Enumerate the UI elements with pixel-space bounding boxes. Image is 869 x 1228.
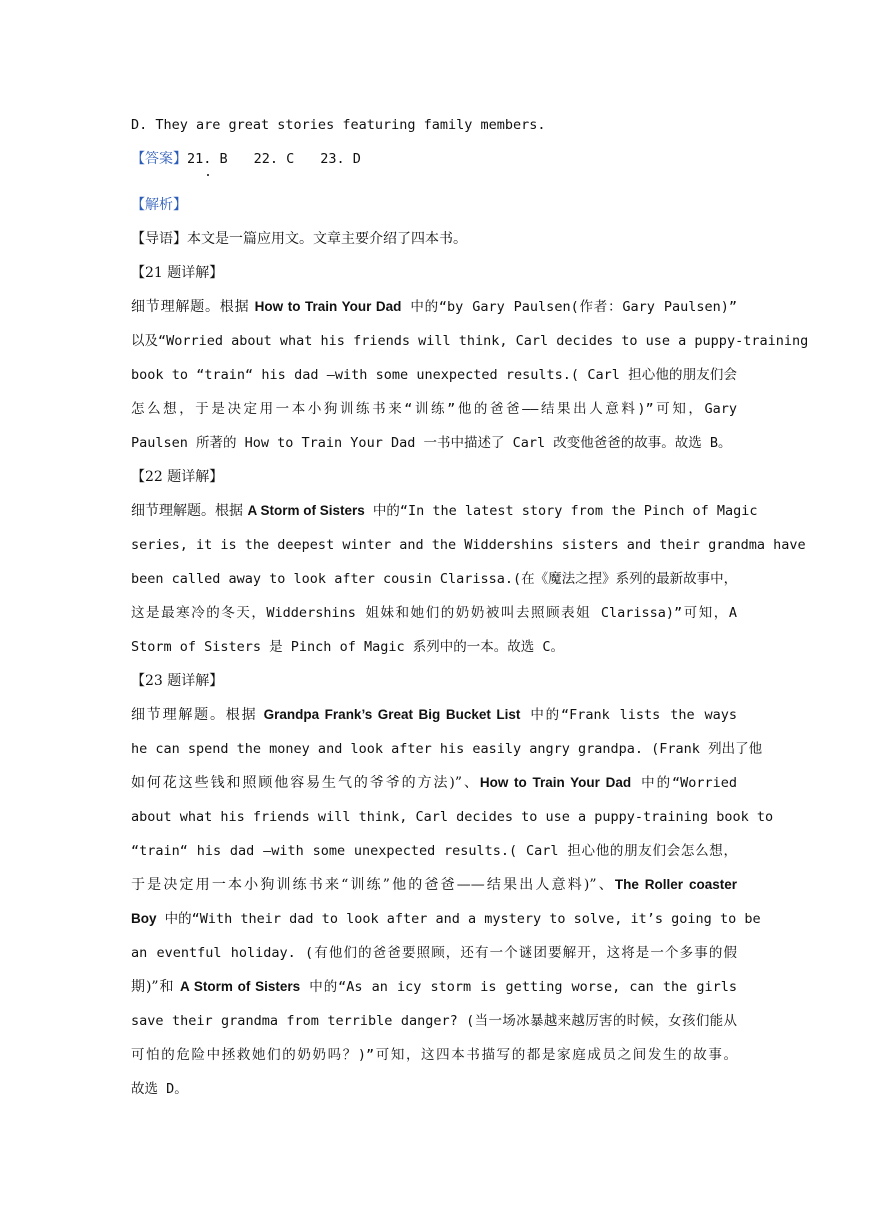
q21-line-4: 怎么想，于是决定用一本小狗训练书来“训练”他的爸爸——结果出人意料)”可知，Gary: [131, 401, 737, 417]
q22-heading: 【22 题详解】: [131, 469, 224, 485]
q23-line-10: save their grandma from terrible danger? (当一场冰暴越来越厉害的时候，女孩们能从: [131, 1013, 737, 1029]
book-title: How to Train Your Dad: [479, 775, 632, 790]
q21-line-2: 以及“Worried about what his friends will think, Carl decides to use a puppy-training: [131, 333, 809, 349]
book-title: Grandpa Frank’s Great Big Bucket List: [263, 707, 521, 722]
q23-line-3: 如何花这些钱和照顾他容易生气的爷爷的方法)”、How to Train Your Dad 中的“Worried: [131, 775, 738, 791]
option-d-line: D. They are great stories featuring family members.: [131, 117, 546, 133]
answer-22: 22. C: [253, 151, 295, 167]
q22-line-1: 细节理解题。根据 A Storm of Sisters 中的“In the latest story from the Pinch of Magic: [131, 503, 758, 519]
book-title: Boy: [131, 911, 157, 926]
q23-line-11: 可怕的危险中拯救她们的奶奶吗？)”可知，这四本书描写的都是家庭成员之间发生的故事。: [131, 1047, 737, 1063]
q23-line-7: Boy 中的“With their dad to look after and a mystery to solve, it’s going to be: [131, 911, 761, 927]
q22-line-2: series, it is the deepest winter and the Widdershins sisters and their grandma have: [131, 537, 806, 553]
document-page: [131, 108, 809, 1106]
q23-line-2: he can spend the money and look after his easily angry grandpa. (Frank 列出了他: [131, 741, 763, 757]
analysis-label: 【解析】: [131, 197, 187, 213]
q21-line-3: book to “train“ his dad —with some unexpected results.( Carl 担心他的朋友们会: [131, 367, 737, 383]
q23-line-12: 故选 D。: [131, 1081, 188, 1097]
q21-line-1: 细节理解题。根据 How to Train Your Dad 中的“by Gary Paulsen(作者：Gary Paulsen)”: [131, 299, 737, 315]
intro-line: 【导语】本文是一篇应用文。文章主要介绍了四本书。: [131, 231, 467, 247]
answer-23: 23. D: [320, 151, 361, 167]
q23-line-1: 细节理解题。根据 Grandpa Frank’s Great Big Bucket List 中的“Frank lists the ways: [131, 707, 738, 723]
q23-line-9: 期)”和 A Storm of Sisters 中的“As an icy storm is getting worse, can the girls: [131, 979, 738, 995]
q22-line-5: Storm of Sisters 是 Pinch of Magic 系列中的一本。故选 C。: [131, 639, 564, 655]
q23-line-4: about what his friends will think, Carl decides to use a puppy-training book to: [131, 809, 774, 825]
book-title: How to Train Your Dad: [254, 299, 402, 314]
q21-line-5: Paulsen 所著的 How to Train Your Dad 一书中描述了 Carl 改变他爸爸的故事。故选 B。: [131, 435, 732, 451]
book-title: A Storm of Sisters: [247, 503, 365, 518]
answer-line: [131, 142, 737, 176]
q23-line-8: an eventful holiday. (有他们的爸爸要照顾，还有一个谜团要解开，这将是一个多事的假: [131, 945, 737, 961]
q22-line-4: 这是最寒冷的冬天，Widdershins 姐妹和她们的奶奶被叫去照顾表姐 Clarissa)”可知，A: [131, 605, 737, 621]
answer-21: 21. B: [187, 151, 228, 167]
q21-heading: 【21 题详解】: [131, 265, 224, 281]
answer-label: 【答案】: [131, 151, 187, 167]
q23-line-5: “train“ his dad —with some unexpected results.( Carl 担心他的朋友们会怎么想，: [131, 843, 737, 859]
q22-line-3: been called away to look after cousin Clarissa.(在《魔法之捏》系列的最新故事中，: [131, 571, 738, 587]
book-title: The Roller coaster: [614, 877, 737, 892]
q23-line-6: 于是决定用一本小狗训练书来“训练”他的爸爸——结果出人意料)”、The Roller coaster: [131, 877, 737, 893]
q23-heading: 【23 题详解】: [131, 673, 224, 689]
book-title: A Storm of Sisters: [179, 979, 301, 994]
